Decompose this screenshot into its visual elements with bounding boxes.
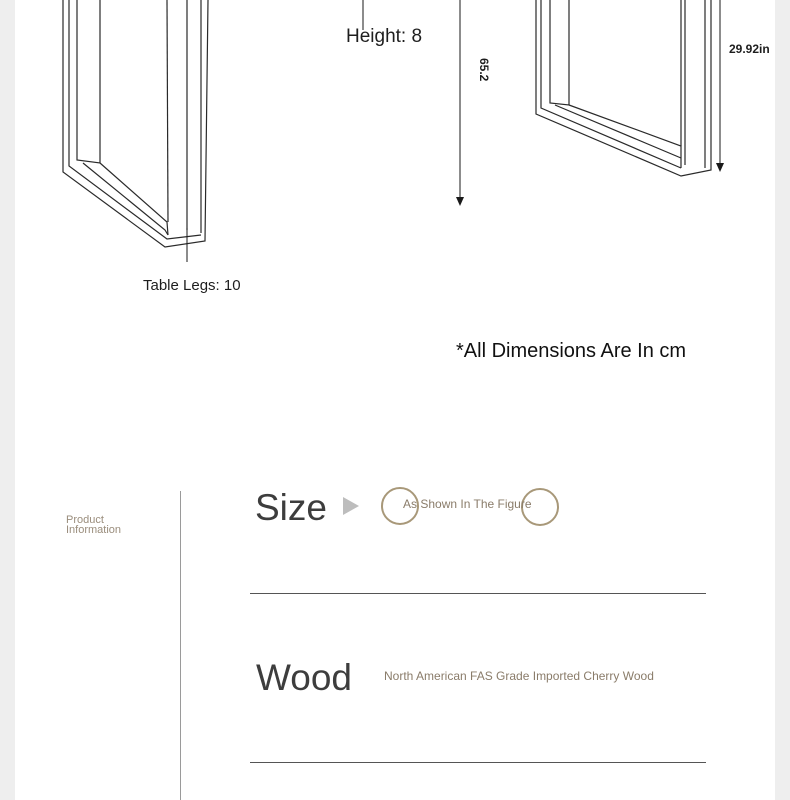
size-value: As Shown In The Figure bbox=[403, 497, 532, 511]
dimensions-note: *All Dimensions Are In cm bbox=[456, 340, 687, 362]
size-title: Size bbox=[255, 487, 327, 528]
length-arrowhead bbox=[456, 197, 464, 206]
row-divider bbox=[250, 762, 706, 763]
inch-arrowhead bbox=[716, 163, 724, 172]
row-divider bbox=[250, 593, 706, 594]
product-information-label: Product Information bbox=[66, 514, 122, 536]
length-label: 65.2 bbox=[477, 58, 491, 82]
wood-value: North American FAS Grade Imported Cherry Wood bbox=[384, 669, 654, 683]
height-label: Height: 8 bbox=[346, 26, 423, 47]
table-legs-label: Table Legs: 10 bbox=[143, 277, 241, 294]
section-divider-vertical bbox=[180, 491, 181, 800]
product-page bbox=[15, 0, 775, 800]
wood-title: Wood bbox=[256, 657, 352, 698]
right-table-leg bbox=[536, 0, 711, 176]
inch-label: 29.92in bbox=[729, 42, 770, 56]
table-leg-dimension-drawing bbox=[15, 0, 775, 330]
play-triangle-icon bbox=[343, 497, 359, 515]
left-table-leg bbox=[63, 0, 208, 247]
